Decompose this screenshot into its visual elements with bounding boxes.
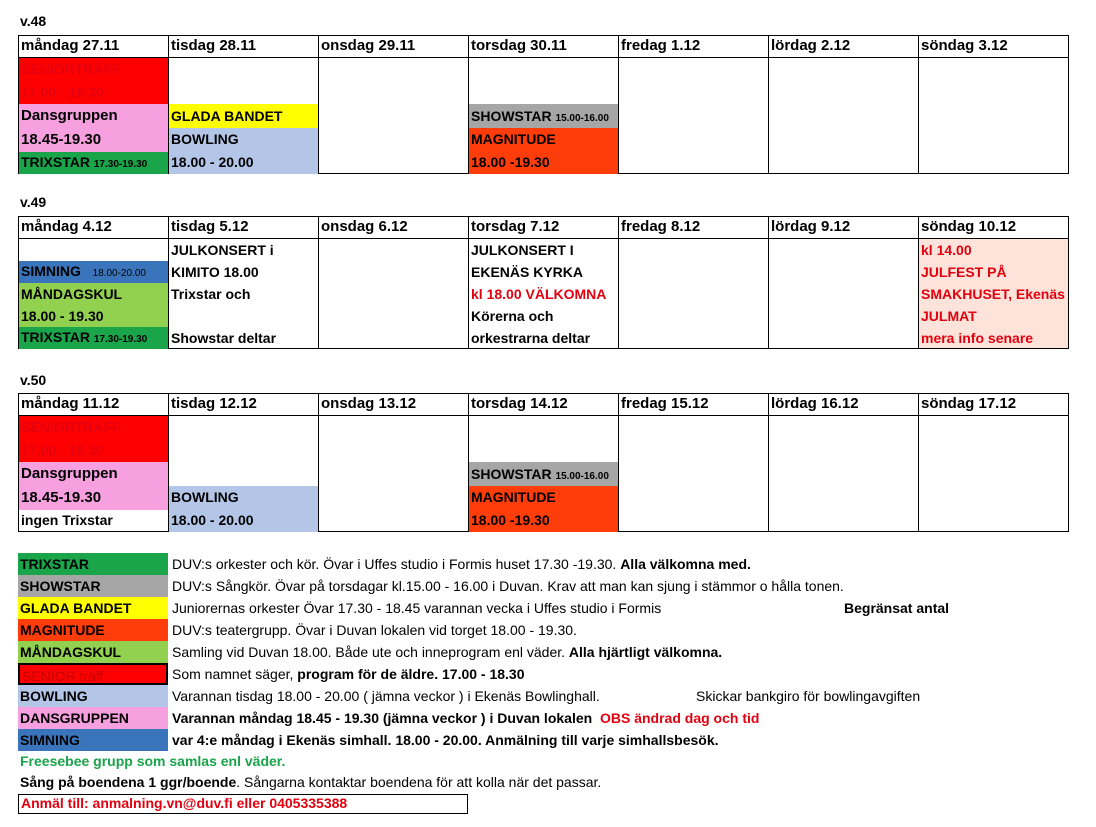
event-simning <box>19 261 168 283</box>
day-header: måndag 4.12 <box>19 217 169 239</box>
day-cell-wednesday <box>319 58 469 174</box>
event-time: 18.00 -19.30 <box>471 512 550 528</box>
legend-bold: Varannan måndag 18.45 - 19.30 (jämna veckor ) i Duvan lokalen <box>172 710 593 726</box>
day-header: onsdag 29.11 <box>319 36 469 58</box>
legend-desc <box>172 641 722 663</box>
legend-text: Som namnet säger, <box>172 666 298 682</box>
event-time: 18.00 - 20.00 <box>171 154 254 170</box>
week-header-row <box>19 217 1069 239</box>
event-time: 17.00 - 18.30 <box>21 442 104 458</box>
event-time: 17.00 - 18.30 <box>21 84 104 100</box>
event-julkonsert-ekenas <box>469 239 618 349</box>
legend-text: DUV:s orkester och kör. Övar i Uffes studio i Formis huset 17.30 -19.30. <box>172 556 621 572</box>
day-cell-monday <box>19 416 169 532</box>
event-senior <box>19 58 168 104</box>
event-time: 18.00 -19.30 <box>471 154 550 170</box>
day-header: måndag 11.12 <box>19 394 169 416</box>
event-julfest <box>919 239 1068 349</box>
event-time: 18.00 - 19.30 <box>21 308 104 324</box>
legend-extra: Begränsat antal <box>844 600 950 616</box>
week-label: v.49 <box>20 194 47 210</box>
legend-tag: SIMNING <box>18 729 168 751</box>
day-cell-thursday <box>469 416 619 532</box>
event-time: 17.30-19.30 <box>93 159 148 170</box>
event-magnitude <box>469 128 618 174</box>
event-line: JULFEST PÅ <box>921 264 1007 280</box>
week-49-table <box>18 216 1069 349</box>
freesebee-note: Freesebee grupp som samlas enl väder. <box>20 753 286 769</box>
legend-extra: Skickar bankgiro för bowlingavgiften <box>696 688 921 704</box>
sang-bold: Sång på boendena 1 ggr/boende <box>20 774 237 790</box>
event-julkonsert-kimito <box>169 239 318 349</box>
day-header: tisdag 12.12 <box>169 394 319 416</box>
day-header: tisdag 5.12 <box>169 217 319 239</box>
sang-rest: . Sångarna kontaktar boendena för att kolla när det passar. <box>236 774 602 790</box>
day-header: fredag 8.12 <box>619 217 769 239</box>
event-time: 18.00 - 20.00 <box>171 512 254 528</box>
event-line: JULKONSERT I <box>471 242 574 258</box>
day-cell-monday <box>19 239 169 349</box>
event-line: Körerna och <box>471 308 554 324</box>
legend-bold: Alla hjärtligt välkomna. <box>568 644 723 660</box>
day-header: onsdag 13.12 <box>319 394 469 416</box>
day-cell-sunday <box>919 58 1069 174</box>
day-header: fredag 15.12 <box>619 394 769 416</box>
legend-tag: BOWLING <box>18 685 168 707</box>
event-showstar <box>469 462 618 486</box>
event-time: 17.30-19.30 <box>93 334 148 345</box>
day-header: lördag 16.12 <box>769 394 919 416</box>
day-cell-wednesday <box>319 416 469 532</box>
legend-desc: DUV:s teatergrupp. Övar i Duvan lokalen vid torget 18.00 - 19.30. <box>172 622 577 638</box>
event-title: MAGNITUDE <box>471 489 556 505</box>
event-line: kl 18.00 VÄLKOMNA <box>471 286 607 302</box>
event-line <box>171 305 316 327</box>
legend-desc: DUV:s Sångkör. Övar på torsdagar kl.15.00 - 16.00 i Duvan. Krav att man kan sjung i stämmor o hålla tonen. <box>172 578 844 594</box>
day-header: måndag 27.11 <box>19 36 169 58</box>
legend-desc <box>172 707 759 729</box>
legend-tag: GLADA BANDET <box>18 597 168 619</box>
event-title: BOWLING <box>171 131 239 147</box>
event-bowling <box>169 128 318 174</box>
event-title: Dansgruppen <box>21 107 118 124</box>
event-title: SHOWSTAR <box>471 466 552 482</box>
event-line: mera info senare <box>921 330 1034 346</box>
day-cell-friday <box>619 239 769 349</box>
event-title: TRIXSTAR <box>21 154 90 170</box>
day-header: torsdag 14.12 <box>469 394 619 416</box>
day-cell-friday <box>619 58 769 174</box>
day-header: söndag 17.12 <box>919 394 1069 416</box>
day-header: lördag 2.12 <box>769 36 919 58</box>
event-showstar <box>469 104 618 128</box>
day-header: onsdag 6.12 <box>319 217 469 239</box>
event-line: Showstar deltar <box>171 330 277 346</box>
legend-tag <box>18 663 168 685</box>
contact-box: Anmäl till: anmalning.vn@duv.fi eller 0405335388 <box>18 794 468 814</box>
day-header: tisdag 28.11 <box>169 36 319 58</box>
legend-desc: Juniorernas orkester Övar 17.30 - 18.45 varannan vecka i Uffes studio i Formis <box>172 600 662 616</box>
event-note: ingen Trixstar <box>21 512 113 528</box>
day-cell-tuesday <box>169 416 319 532</box>
event-line: orkestrarna deltar <box>471 330 591 346</box>
event-line: EKENÄS KYRKA <box>471 264 584 280</box>
day-header: söndag 3.12 <box>919 36 1069 58</box>
event-time: 15.00-16.00 <box>555 113 609 124</box>
event-trixstar <box>19 152 168 174</box>
legend-bold: program för de äldre. 17.00 - 18.30 <box>297 666 525 682</box>
event-title: SENIORTRÄFF <box>21 61 121 77</box>
event-title: SENIORTRÄFF <box>21 419 121 435</box>
day-cell-saturday <box>769 58 919 174</box>
week-50-table <box>18 393 1069 532</box>
legend-desc <box>172 553 751 575</box>
event-title: MÅNDAGSKUL <box>21 286 123 302</box>
event-mandagskul <box>19 283 168 327</box>
day-cell-thursday <box>469 58 619 174</box>
day-cell-saturday <box>769 239 919 349</box>
day-cell-tuesday <box>169 239 319 349</box>
event-line: JULKONSERT i <box>171 242 274 258</box>
event-senior <box>19 416 168 462</box>
legend-desc: Varannan tisdag 18.00 - 20.00 ( jämna veckor ) i Ekenäs Bowlinghall. <box>172 688 600 704</box>
event-time: 18.45-19.30 <box>21 131 102 148</box>
legend-bold: Alla välkomna med. <box>620 556 751 572</box>
day-header: söndag 10.12 <box>919 217 1069 239</box>
event-bowling <box>169 486 318 532</box>
day-header: torsdag 7.12 <box>469 217 619 239</box>
day-cell-friday <box>619 416 769 532</box>
day-cell-wednesday <box>319 239 469 349</box>
day-cell-saturday <box>769 416 919 532</box>
event-line: Trixstar och <box>171 286 251 302</box>
event-title: MAGNITUDE <box>471 131 556 147</box>
week-48-table <box>18 35 1069 174</box>
day-header: fredag 1.12 <box>619 36 769 58</box>
day-cell-monday <box>19 58 169 174</box>
legend-tag: MÅNDAGSKUL <box>18 641 168 663</box>
legend-tag: DANSGRUPPEN <box>18 707 168 729</box>
week-label: v.50 <box>20 372 47 388</box>
event-time: 18.45-19.30 <box>21 489 102 506</box>
event-title: TRIXSTAR <box>21 329 90 345</box>
event-trixstar <box>19 327 168 349</box>
event-line: SMAKHUSET, Ekenäs <box>921 286 1065 302</box>
legend-desc: var 4:e måndag i Ekenäs simhall. 18.00 - 20.00. Anmälning till varje simhallsbesök. <box>172 732 719 748</box>
event-glada-bandet: GLADA BANDET <box>169 104 318 128</box>
event-time: 18.00-20.00 <box>92 268 146 279</box>
day-header: lördag 9.12 <box>769 217 919 239</box>
legend-tag-text: SENIOR träff <box>22 668 104 684</box>
day-cell-sunday <box>919 239 1069 349</box>
week-header-row <box>19 394 1069 416</box>
legend-tag: TRIXSTAR <box>18 553 168 575</box>
day-cell-thursday <box>469 239 619 349</box>
sang-note <box>20 772 601 792</box>
event-magnitude <box>469 486 618 532</box>
legend-tag: SHOWSTAR <box>18 575 168 597</box>
event-title: SIMNING <box>21 263 81 279</box>
legend-tag: MAGNITUDE <box>18 619 168 641</box>
event-line: kl 14.00 <box>921 242 972 258</box>
event-time: 15.00-16.00 <box>555 471 609 482</box>
event-dansgruppen <box>19 462 168 510</box>
event-line: JULMAT <box>921 308 977 324</box>
legend-text: Samling vid Duvan 18.00. Både ute och inneprogram enl väder. <box>172 644 569 660</box>
event-title: SHOWSTAR <box>471 108 552 124</box>
week-header-row <box>19 36 1069 58</box>
legend-red: OBS ändrad dag och tid <box>599 710 760 726</box>
event-dansgruppen <box>19 104 168 152</box>
legend-desc <box>172 663 525 685</box>
week-label: v.48 <box>20 13 47 29</box>
day-header: torsdag 30.11 <box>469 36 619 58</box>
day-cell-sunday <box>919 416 1069 532</box>
event-title: Dansgruppen <box>21 465 118 482</box>
event-title: BOWLING <box>171 489 239 505</box>
event-line: KIMITO 18.00 <box>171 264 259 280</box>
day-cell-tuesday <box>169 58 319 174</box>
